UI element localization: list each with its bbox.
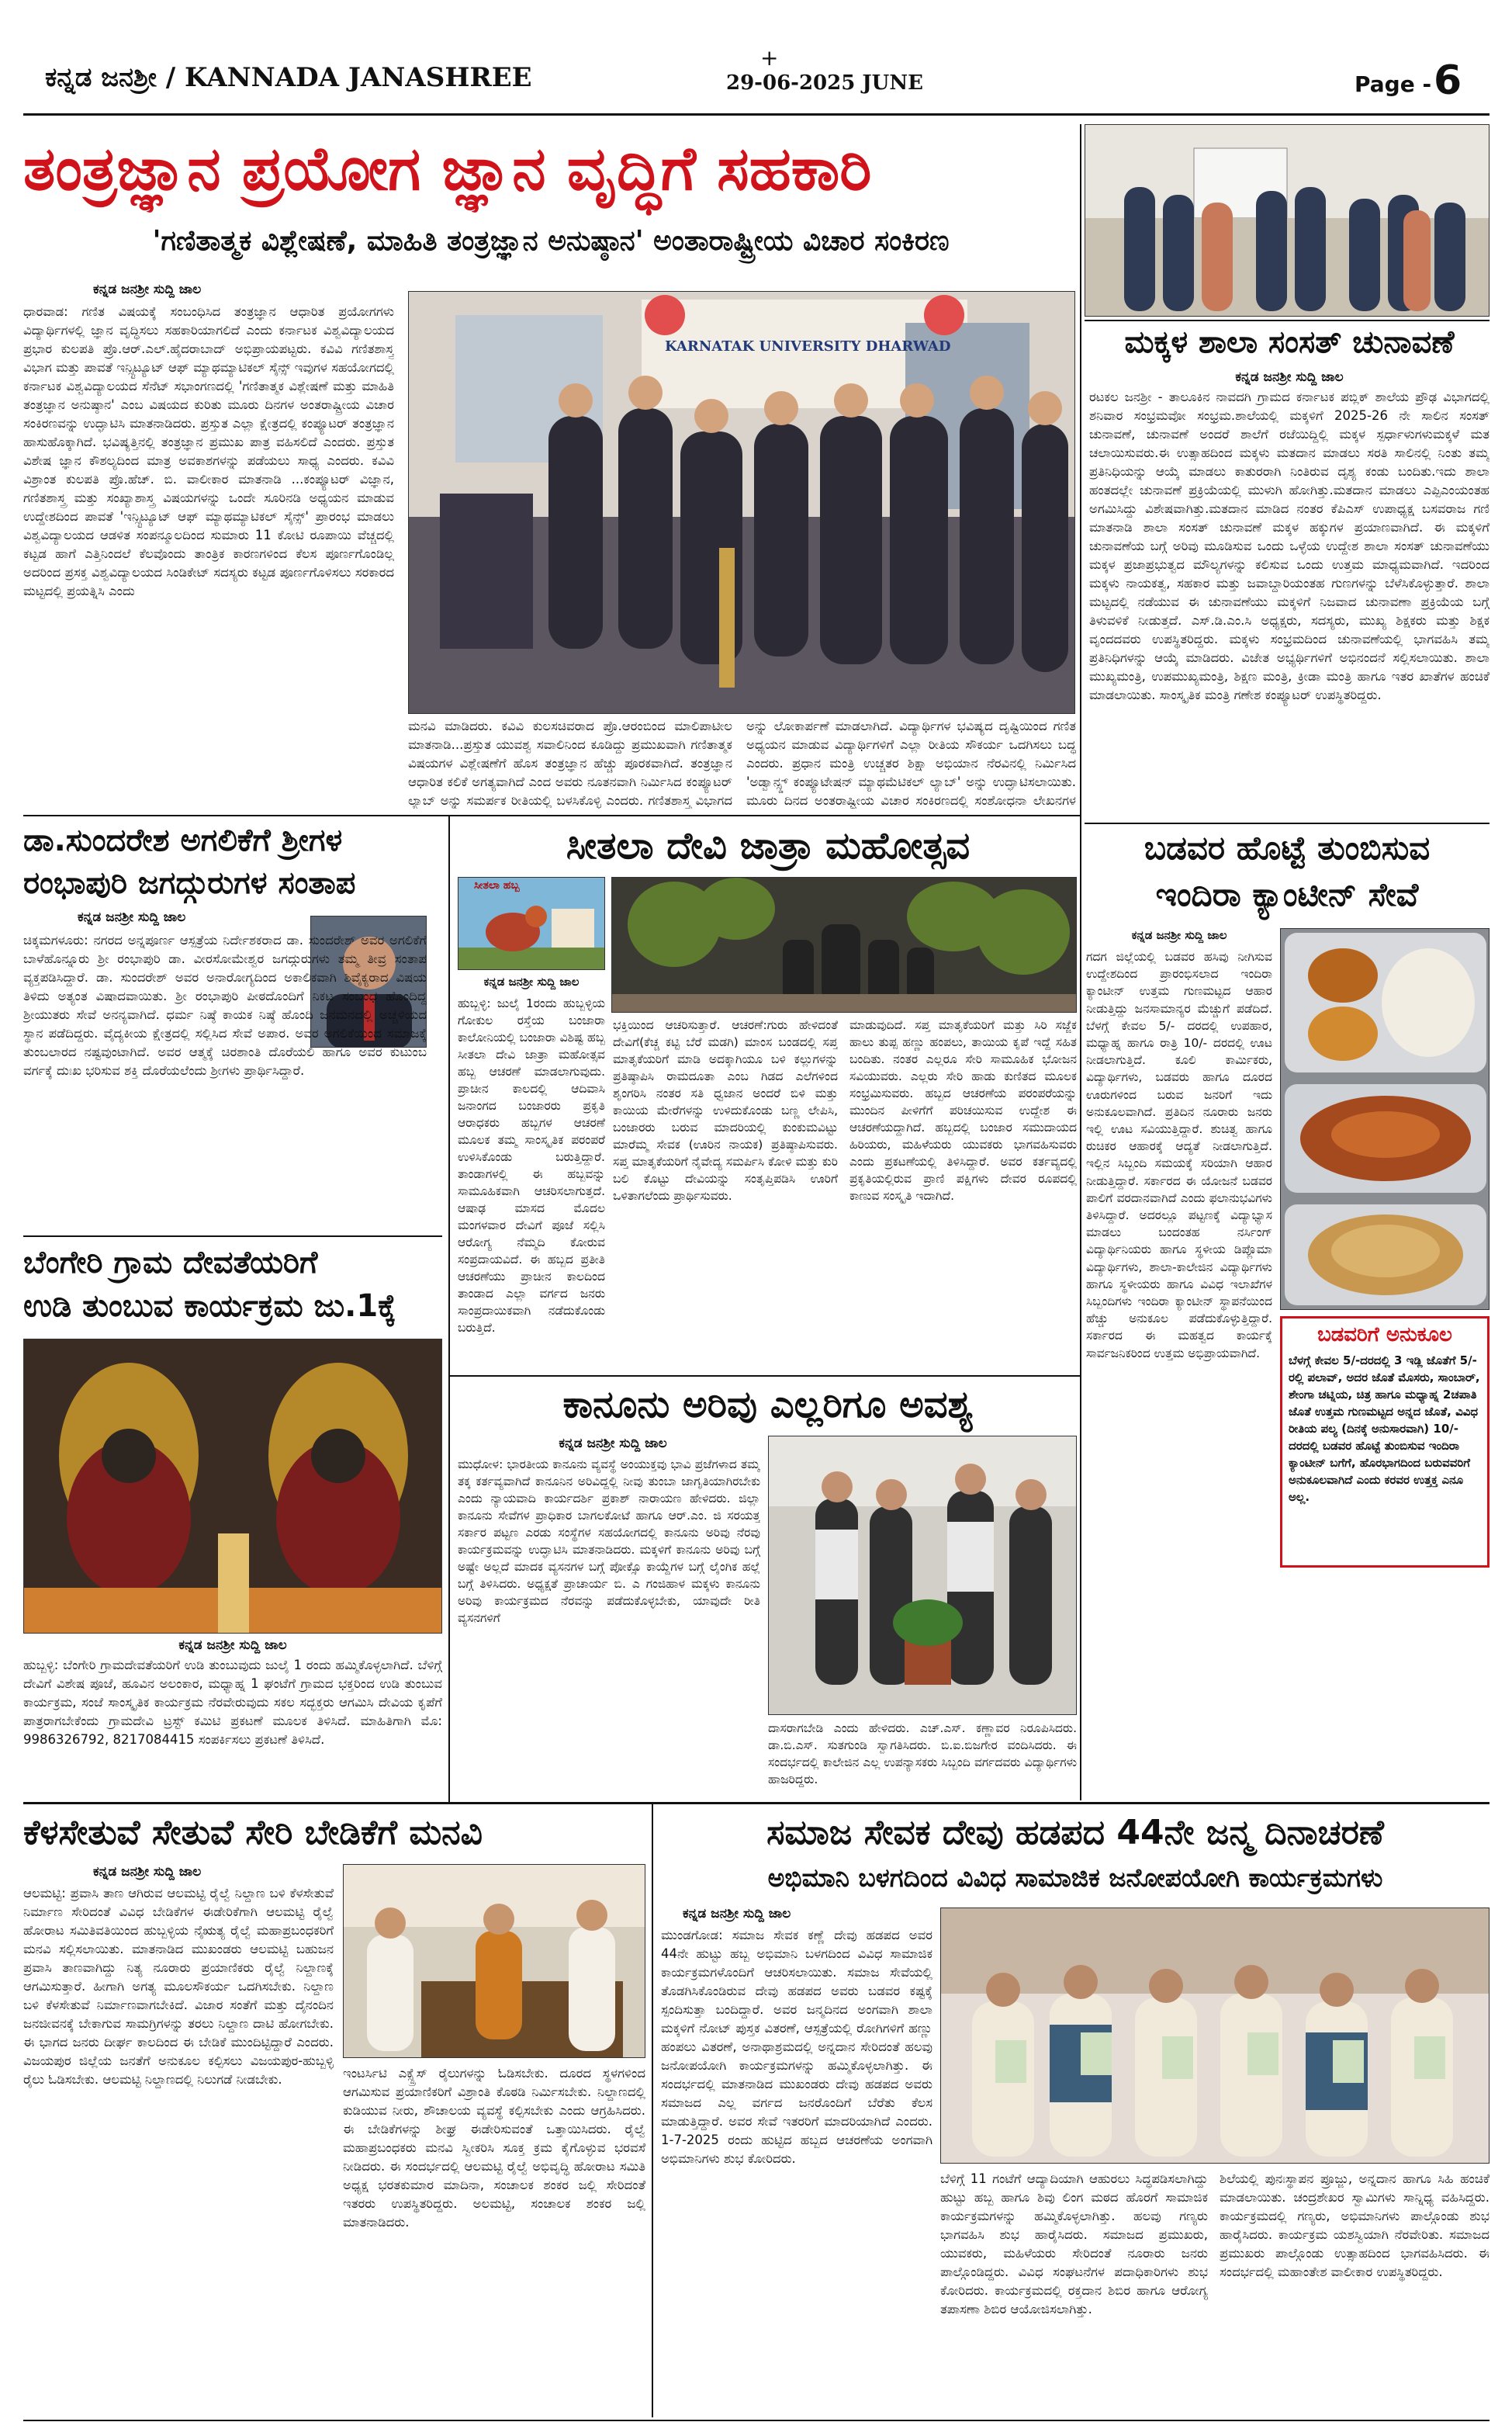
law-awareness-event-image	[769, 1436, 1077, 1715]
goddess-idols-image	[24, 1339, 442, 1634]
story2-headline: ಮಕ್ಕಳ ಶಾಲಾ ಸಂಸತ್ ಚುನಾವಣೆ	[1124, 324, 1455, 360]
story6-col1: ಮುಧೋಳ: ಭಾರತೀಯ ಕಾನೂನು ವ್ಯವಸ್ಥೆ ಅಂಯುಕ್ತವು ಭಾವಿ ಪ್ರಜೆಗಳಾದ ತಮ್ಮ ತಕ್ಕ ಕರ್ತವ್ಯವಾಗಿದೆ ಕಾನೂನಿನ ಅರಿವಿದ್ದಲ್ಲಿ ನೀವು ತುಂಬಾ ಜಾಗೃತಿಯಾಗಿರಬೇಕು ಎಂದು ನ್ಯಾಯವಾದಿ ಕಾರ್ಯದರ್ಶಿ ಪ್ರಕಾಶ್ ನಾರಾಯಣ ಹೇಳಿದರು. ಜಿಲ್ಲಾ ಕಾನೂನು ಸೇವೆಗಳ ಪ್ರಾಧಿಕಾರ ಬಾಗಲಕೋಟೆ ಹಾಗೂ ಆರ್.ಎಂ. ಜಿ ಸರಯತ್ತ ಸರ್ಕಾರ ಪಟ್ಟಣ ಎರಡು ಸಂಸ್ಥೆಗಳ ಸಹಯೋಗದಲ್ಲಿ ಕಾನೂನು ಅರಿವು ನೆರವು ಕಾರ್ಯಕ್ರಮವನ್ನು ಉದ್ಘಾಟಿಸಿ ಮಾತನಾಡಿದರು. ಮಕ್ಕಳಿಗೆ ಕಾನೂನು ಅರಿವು ಬಗ್ಗೆ ಅಷ್ಟೇ ಅಲ್ಲದೆ ಮಾದಕ ವ್ಯಸನಗಳ ಬಗ್ಗೆ ಪೋಕ್ಸೊ ಕಾಯ್ದೆಗಳ ಬಗ್ಗೆ ಲೈಂಗಿಕ ಹಲ್ಲೆ ಬಗ್ಗೆ ತಿಳಿಸಿದರು. ಅಧ್ಯಕ್ಷತೆ ಪ್ರಾಚಾರ್ಯ ಬಿ. ಎ ಗಂಜಿಹಾಳ ಮಕ್ಕಳು ಕಾನೂನು ಅರಿವು ಕಾರ್ಯಕ್ರಮದ ನೆರವನ್ನು ಪಡೆದುಕೊಳ್ಳಬೇಕು, ಯಾವುದೇ ರೀತಿ ವ್ಯಸನಗಳಿಗೆ	[458, 1457, 760, 1625]
story9-subhead: ಅಭಿಮಾನಿ ಬಳಗದಿಂದ ವಿವಿಧ ಸಾಮಾಜಿಕ ಜನೋಪಯೋಗಿ ಕಾರ್ಯಕ್ರಮಗಳು	[767, 1862, 1383, 1893]
story4-headline-line1: ಬೆಂಗೇರಿ ಗ್ರಾಮ ದೇವತೆಯರಿಗೆ	[23, 1245, 318, 1280]
story1-byline: ಕನ್ನಡ ಜನಶ್ರೀ ಸುದ್ದಿ ಜಾಲ	[93, 282, 202, 297]
story6-photo	[768, 1436, 1077, 1715]
story8-headline: ಕೆಳಸೇತುವೆ ಸೇತುವೆ ಸೇರಿ ಬೇಡಿಕೆಗೆ ಮನವಿ	[23, 1813, 483, 1852]
story2-byline: ಕನ್ನಡ ಜನಶ್ರೀ ಸುದ್ದಿ ಜಾಲ	[1235, 369, 1344, 385]
story6-col2: ದಾಸರಾಗಬೇಡಿ ಎಂದು ಹೇಳಿದರು. ಎಚ್.ಎಸ್. ಕಣ್ಣಾವರ ನಿರೂಪಿಸಿದರು. ಡಾ.ಬಿ.ಎಸ್. ಸುತಗುಂಡಿ ಸ್ವಾಗತಿಸಿದರು. ಬಿ.ಐ.ಬಿಜಗೇರ ವಂದಿಸಿದರು. ಈ ಸಂದರ್ಭದಲ್ಲಿ ಕಾಲೇಜಿನ ಎಲ್ಲ ಉಪನ್ಯಾಸಕರು ಸಿಬ್ಬಂದಿ ವರ್ಗದವರು ವಿದ್ಯಾರ್ಥಿಗಳು ಹಾಜರಿದ್ದರು.	[768, 1721, 1077, 1786]
story1-headline: ತಂತ್ರಜ್ಞಾನ ಪ್ರಯೋಗ ಜ್ಞಾನ ವೃದ್ಧಿಗೆ ಸಹಕಾರಿ	[23, 133, 872, 204]
story9-col1: ಮುಂಡಗೋಡ: ಸಮಾಜ ಸೇವಕ ಕಣ್ಣೆ ದೇವು ಹಡಪದ ಅವರ 44ನೇ ಹುಟ್ಟು ಹಬ್ಬ ಅಭಿಮಾನಿ ಬಳಗದಿಂದ ವಿವಿಧ ಸಾಮಾಜಿಕ ಕಾರ್ಯಕ್ರಮಗಳೊಂದಿಗೆ ಆಚರಿಸಲಾಯಿತು. ಸಮಾಜ ಸೇವೆಯಲ್ಲಿ ತೊಡಗಿಸಿಕೊಂಡಿರುವ ದೇವು ಹಡಪದ ಅವರು ಬಡವರ ಕಷ್ಟಕ್ಕೆ ಸ್ಪಂದಿಸುತ್ತಾ ಬಂದಿದ್ದಾರೆ. ಅವರ ಜನ್ಮದಿನದ ಅಂಗವಾಗಿ ಶಾಲಾ ಮಕ್ಕಳಿಗೆ ನೋಟ್ ಪುಸ್ತಕ ವಿತರಣೆ, ಆಸ್ಪತ್ರೆಯಲ್ಲಿ ರೋಗಿಗಳಿಗೆ ಹಣ್ಣು ಹಂಪಲು ವಿತರಣೆ, ಅನಾಥಾಶ್ರಮದಲ್ಲಿ ಅನ್ನದಾನ ಸೇರಿದಂತೆ ಹಲವು ಜನೋಪಯೋಗಿ ಕಾರ್ಯಕ್ರಮಗಳನ್ನು ಹಮ್ಮಿಕೊಳ್ಳಲಾಗಿತ್ತು. ಈ ಸಂದರ್ಭದಲ್ಲಿ ಮಾತನಾಡಿದ ಮುಖಂಡರು ದೇವು ಹಡಪದ ಅವರು ಸಮಾಜದ ಎಲ್ಲ ವರ್ಗದ ಜನರೊಂದಿಗೆ ಬೆರೆತು ಕೆಲಸ ಮಾಡುತ್ತಿದ್ದಾರೆ. ಅವರ ಸೇವೆ ಇತರರಿಗೆ ಮಾದರಿಯಾಗಿದೆ ಎಂದರು. 1-7-2025 ರಂದು ಹುಟ್ಟಿದ ಹಬ್ಬದ ಆಚರಣೆಯ ಅಂಗವಾಗಿ ಅಭಿಮಾನಿಗಳು ಶುಭ ಕೋರಿದರು.	[661, 1928, 932, 2166]
story4-byline: ಕನ್ನಡ ಜನಶ್ರೀ ಸುದ್ದಿ ಜಾಲ	[178, 1637, 287, 1653]
story1-col1: ಧಾರವಾಡ: ಗಣಿತ ವಿಷಯಕ್ಕೆ ಸಂಬಂಧಿಸಿದ ತಂತ್ರಜ್ಞಾನ ಆಧಾರಿತ ಪ್ರಯೋಗಗಳು ವಿದ್ಯಾರ್ಥಿಗಳಲ್ಲಿ ಜ್ಞಾನ ವೃದ್ಧಿಸಲು ಸಹಕಾರಿಯಾಗಲಿದೆ ಎಂದು ಕರ್ನಾಟಕ ವಿಶ್ವವಿದ್ಯಾಲಯದ ಪ್ರಭಾರ ಕುಲಪತಿ ಪ್ರೊ.ಆರ್.ಎಲ್.ಹೈದರಾಬಾದ್ ಅಭಿಪ್ರಾಯಪಟ್ಟರು. ಕವಿವಿ ಗಣಿತಶಾಸ್ತ್ರ ವಿಭಾಗ ಮತ್ತು ಪಾವತೆ ಇನ್ಸ್ಟಿಟ್ಯೂಟ್ ಆಫ್ ಮ್ಯಾಥಮ್ಯಾಟಿಕಲ್ ಸೈನ್ಸ್ ಇವುಗಳ ಸಹಯೋಗದಲ್ಲಿ ಕರ್ನಾಟಕ ವಿಶ್ವವಿದ್ಯಾಲಯದ ಸೆನೆಟ್ ಸಭಾಂಗಣದಲ್ಲಿ 'ಗಣಿತಾತ್ಮಕ ವಿಶ್ಲೇಷಣೆ ಮತ್ತು ಮಾಹಿತಿ ತಂತ್ರಜ್ಞಾನ ಅನುಷ್ಠಾನ' ಎಂಬ ವಿಷಯದ ಕುರಿತು ಮೂರು ದಿನಗಳ ಅಂತರಾಷ್ಟ್ರೀಯ ವಿಚಾರ ಸಂಕಿರಣವನ್ನು ಉದ್ಘಾಟಿಸಿ ಮಾತನಾಡಿದರು. ಪ್ರಸ್ತುತ ಎಲ್ಲಾ ಕ್ಷೇತ್ರದಲ್ಲಿ ಕಂಪ್ಯೂಟರ್ ತಂತ್ರಜ್ಞಾನ ಹಾಸುಹೊಕ್ಕಾಗಿದೆ. ಭವಿಷ್ಯತ್ತಿನಲ್ಲಿ ತಂತ್ರಜ್ಞಾನ ಪ್ರಮುಖ ಪಾತ್ರ ವಹಿಸಲಿದೆ ಎಂದರು. ಪ್ರಸ್ತುತ ವಿಶೇಷ ಜ್ಞಾನ ಕೌಶಲ್ಯದಿಂದ ಮಾತ್ರ ಅವಕಾಶಗಳನ್ನು ಪಡೆಯಲು ಸಾಧ್ಯ ಎಂದರು. ಕವಿವಿ ವಿಶ್ರಾಂತ ಕುಲಪತಿ ಪ್ರೊ.ಹೆಚ್. ಬಿ. ವಾಲೀಕಾರ ಮಾತನಾಡಿ ...ಕಂಪ್ಯೂಟರ್ ವಿಜ್ಞಾನ, ಗಣಿತಶಾಸ್ತ್ರ ಮತ್ತು ಸಂಖ್ಯಾಶಾಸ್ತ್ರ ವಿಷಯಗಳನ್ನು ಒಂದೇ ಸೂರಿನಡಿ ಅಧ್ಯಯನ ಮಾಡುವ ಉದ್ದೇಶದಿಂದ ಪಾವತೆ 'ಇನ್ಸ್ಟಿಟ್ಯೂಟ್ ಆಫ್ ಮ್ಯಾಥಮ್ಯಾಟಿಕಲ್ ಸೈನ್ಸ್' ಪ್ರಾರಂಭ ಮಾಡಲು ವಿಶ್ವವಿದ್ಯಾಲಯದ ಆಡಳಿತ ಸಂಪನ್ಮೂಲದಿಂದ ಸುಮಾರು 11 ಕೋಟಿ ರೂಪಾಯಿ ವೆಚ್ಚದಲ್ಲಿ ಕಟ್ಟಡ ಹಾಗೆ ಎತ್ತಿನಿಂದಲೆ ಕೆಲವೊಂದು ತಾಂತ್ರಿಕ ಕಾರಣಗಳಿಂದ ಕೆಲಸ ಪೂರ್ಣಗೊಂಡಿಲ್ಲ ಅದರಿಂದ ಪ್ರಸಕ್ತ ವಿಶ್ವವಿದ್ಯಾಲಯದ ಸಿಂಡಿಕೇಟ್ ಸದಸ್ಯರು ಕಟ್ಟಡ ಪೂರ್ಣಗೊಳಿಸಲು ಸರಕಾರದ ಮಟ್ಟದಲ್ಲಿ ಪ್ರಯತ್ನಿಸಿ ಎಂದು	[23, 304, 394, 598]
story8-col1: ಆಲಮಟ್ಟಿ: ಪ್ರವಾಸಿ ತಾಣ ಆಗಿರುವ ಆಲಮಟ್ಟಿ ರೈಲ್ವೆ ನಿಲ್ದಾಣ ಬಳಿ ಕೆಳಸೇತುವೆ ನಿರ್ಮಾಣ ಸೇರಿದಂತೆ ವಿವಿಧ ಬೇಡಿಕೆಗಳ ಈಡೇರಿಕೆಗಾಗಿ ಆಲಮಟ್ಟಿ ರೈಲ್ವೆ ಹೋರಾಟ ಸಮಿತಿವತಿಯಿಂದ ಹುಬ್ಬಳ್ಳಿಯ ನೈಋತ್ಯ ರೈಲ್ವೆ ಮಹಾಪ್ರಬಂಧಕರಿಗೆ ಮನವಿ ಸಲ್ಲಿಸಲಾಯಿತು. ಮಾತನಾಡಿದ ಮುಖಂಡರು ಆಲಮಟ್ಟಿ ಬಹುಜನ ಪ್ರವಾಸಿ ತಾಣವಾಗಿದ್ದು ನಿತ್ಯ ನೂರಾರು ಪ್ರಯಾಣಿಕರು ರೈಲ್ವೆ ನಿಲ್ದಾಣಕ್ಕೆ ಆಗಮಿಸುತ್ತಾರೆ. ಹೀಗಾಗಿ ಅಗತ್ಯ ಮೂಲಸೌಕರ್ಯ ಒದಗಿಸಬೇಕು. ನಿಲ್ದಾಣ ಬಳಿ ಕೆಳಸೇತುವೆ ನಿರ್ಮಾಣವಾಗಬೇಕಿದೆ. ವಿಜಾರ ಸಂತೆಗೆ ಮತ್ತು ದೈನಂದಿನ ಜನಜೀವನಕ್ಕೆ ಬೇಕಾಗುವ ಸಾಮಗ್ರಿಗಳನ್ನು ತರಲು ನಿಲ್ದಾಣ ದಾಟಿ ಹೋಗಬೇಕು. ಈ ಭಾಗದ ಜನರು ದೀರ್ಘ ಕಾಲದಿಂದ ಈ ಬೇಡಿಕೆ ಮುಂದಿಟ್ಟಿದ್ದಾರೆ ಎಂದರು. ವಿಜಯಪುರ ಜಿಲ್ಲೆಯ ಜನತೆಗೆ ಅನುಕೂಲ ಕಲ್ಪಿಸಲು ವಿಜಯಪುರ-ಹುಬ್ಬಳ್ಳಿ ರೈಲು ಓಡಿಸಬೇಕು. ಆಲಮಟ್ಟಿ ನಿಲ್ದಾಣದಲ್ಲಿ ನಿಲುಗಡೆ ನೀಡಬೇಕು.	[23, 1886, 334, 2087]
story4-body: ಹುಬ್ಬಳ್ಳಿ: ಬೆಂಗೇರಿ ಗ್ರಾಮದೇವತೆಯರಿಗೆ ಉಡಿ ತುಂಬುವುದು ಜುಲೈ 1 ರಂದು ಹಮ್ಮಿಕೊಳ್ಳಲಾಗಿದೆ. ಬೆಳಿಗ್ಗೆ ದೇವಿಗೆ ವಿಶೇಷ ಪೂಜೆ, ಹೂವಿನ ಅಲಂಕಾರ, ಮಧ್ಯಾಹ್ನ 1 ಘಂಟೆಗೆ ಗ್ರಾಮದ ಭಕ್ತರಿಂದ ಉಡಿ ತುಂಬುವ ಕಾರ್ಯಕ್ರಮ, ಸಂಜೆ ಸಾಂಸ್ಕೃತಿಕ ಕಾರ್ಯಕ್ರಮ ನೆರವೇರುವುದು ಸಕಲ ಸದ್ಭಕ್ತರು ಆಗಮಿಸಿ ದೇವಿಯ ಕೃಪೆಗೆ ಪಾತ್ರರಾಗಬೇಕೆಂದು ಗ್ರಾಮದೇವಿ ಟ್ರಸ್ಟ್ ಕಮಿಟಿ ಪ್ರಕಟಣೆ ಮೂಲಕ ತಿಳಿಸಿದೆ. ಮಾಹಿತಿಗಾಗಿ ಮೊ: 9986326792, 8217084415 ಸಂಪರ್ಕಿಸಲು ಪ್ರಕಟಣೆ ತಿಳಿಸಿದೆ.	[23, 1658, 442, 1747]
story5-byline: ಕನ್ನಡ ಜನಶ್ರೀ ಸುದ್ದಿ ಜಾಲ	[483, 975, 580, 989]
story5-main-photo	[611, 877, 1077, 1013]
story2-photo	[1085, 124, 1490, 317]
story1-banner: KARNATAK UNIVERSITY DHARWAD	[665, 338, 951, 355]
row-divider-2	[23, 1802, 1490, 1804]
story3-body: ಚಿಕ್ಕಮಗಳೂರು: ನಗರದ ಅನ್ನಪೂರ್ಣ ಆಸ್ಪತ್ರೆಯ ನಿರ್ದೇಶಕರಾದ ಡಾ. ಸುಂದರೇಶ್ ಅವರ ಅಗಲಿಕೆಗೆ ಬಾಳೆಹೊನ್ನೂರು ಶ್ರೀ ರಂಭಾಪುರಿ ಡಾ. ವೀರಸೋಮೇಶ್ವರ ಜಗದ್ಗುರುಗಳು ತಮ್ಮ ತೀವ್ರ ಸಂತಾಪ ವ್ಯಕ್ತಪಡಿಸಿದ್ದಾರೆ. ಡಾ. ಸುಂದರೇಶ್ ಅವರ ಅನಾರೋಗ್ಯದಿಂದ ಅಕಾಲಿಕವಾಗಿ ಶಿವೈಕ್ಯರಾದ ವಿಷಯ ತಿಳಿದು ಅತ್ಯಂತ ವಿಷಾದವಾಯಿತು. ಶ್ರೀ ರಂಭಾಪುರಿ ಪೀಠದೊಂದಿಗೆ ನಿಕಟ ಸಂಬಂಧ ಹೊಂದಿದ್ದ ಶ್ರೀಯುತರು ಸೇವೆ ಅನನ್ಯವಾಗಿದೆ. ಧರ್ಮ ನಿಷ್ಠೆ ಕಾಯಕ ನಿಷ್ಠೆ ಹೊಂದಿ ಜನಮನದಲ್ಲಿ ಅಚ್ಚಳಿಯದ ಸ್ಥಾನ ಪಡೆದಿದ್ದರು. ವೈದ್ಯಕೀಯ ಕ್ಷೇತ್ರದಲ್ಲಿ ಸಲ್ಲಿಸಿದ ಸೇವೆ ಅಪಾರ. ಅವರ ಅಗಲಿಕೆಯಿಂದ ಸಮಾಜಕ್ಕೆ ತುಂಬಲಾರದ ನಷ್ಟವುಂಟಾಗಿದೆ. ಅವರ ಆತ್ಮಕ್ಕೆ ಚಿರಶಾಂತಿ ದೊರೆಯಲಿ ಹಾಗೂ ಅವರ ಕುಟುಂಬ ವರ್ಗಕ್ಕೆ ದುಃಖ ಭರಿಸುವ ಶಕ್ತಿ ದೊರೆಯಲೆಂದು ಶ್ರೀಗಳು ಪ್ರಾರ್ಥಿಸಿದ್ದಾರೆ.	[23, 933, 427, 1078]
story5-col1: ಹುಬ್ಬಳ್ಳಿ: ಜುಲೈ 1ರಂದು ಹುಬ್ಬಳ್ಳಿಯ ಗೋಕುಲ ರಸ್ತೆಯ ಬಂಜಾರಾ ಕಾಲೋನಿಯಲ್ಲಿ ಬಂಜಾರಾ ವಿಶಿಷ್ಟ ಹಬ್ಬ ಸೀತಲಾ ದೇವಿ ಜಾತ್ರಾ ಮಹೋತ್ಸವ ಹಬ್ಬ ಆಚರಣೆ ಮಾಡಲಾಗುವುದು. ಪ್ರಾಚೀನ ಕಾಲದಲ್ಲಿ ಆದಿವಾಸಿ ಜನಾಂಗದ ಬಂಜಾರರು ಪ್ರಕೃತಿ ಆರಾಧಕರು ಹಬ್ಬಗಳ ಆಚರಣೆ ಮೂಲಕ ತಮ್ಮ ಸಾಂಸ್ಕೃತಿಕ ಪರಂಪರೆ ಉಳಿಸಿಕೊಂಡು ಬರುತ್ತಿದ್ದಾರೆ. ತಾಂಡಾಗಳಲ್ಲಿ ಈ ಹಬ್ಬವನ್ನು ಸಾಮೂಹಿಕವಾಗಿ ಆಚರಿಸಲಾಗುತ್ತದೆ. ಆಷಾಢ ಮಾಸದ ಮೊದಲ ಮಂಗಳವಾರ ದೇವಿಗೆ ಪೂಜೆ ಸಲ್ಲಿಸಿ ಆರೋಗ್ಯ ನೆಮ್ಮದಿ ಕೋರುವ ಸಂಪ್ರದಾಯವಿದೆ. ಈ ಹಬ್ಬದ ಪ್ರತೀತಿ ಆಚರಣೆಯು ಪ್ರಾಚೀನ ಕಾಲದಿಂದ ತಾಂಡಾದ ಎಲ್ಲಾ ವರ್ಗದ ಜನರು ಸಾಂಪ್ರದಾಯಿಕವಾಗಿ ನಡೆದುಕೊಂಡು ಬರುತ್ತಿದೆ.	[458, 996, 605, 1335]
story3-headline-line1: ಡಾ.ಸುಂದರೇಶ ಅಗಲಿಕೆಗೆ ಶ್ರೀಗಳ	[23, 823, 343, 858]
story9-col2: ಬೆಳಿಗ್ಗೆ 11 ಗಂಟೆಗೆ ಆದ್ಯಾದಿಯಾಗಿ ಆಹುರಲು ಸಿದ್ಧಪಡಿಸಲಾಗಿದ್ದು ಹುಟ್ಟು ಹಬ್ಬ ಹಾಗೂ ಶಿವು ಲಿಂಗ ಮಠದ ಹೊರಗೆ ಸಾಮಾಜಿಕ ಕಾರ್ಯಕ್ರಮಗಳನ್ನು ಹಮ್ಮಿಕೊಳ್ಳಲಾಗಿತ್ತು. ಹಲವು ಗಣ್ಯರು ಭಾಗವಹಿಸಿ ಶುಭ ಹಾರೈಸಿದರು. ಸಮಾಜದ ಪ್ರಮುಖರು, ಯುವಕರು, ಮಹಿಳೆಯರು ಸೇರಿದಂತೆ ನೂರಾರು ಜನರು ಪಾಲ್ಗೊಂಡಿದ್ದರು. ವಿವಿಧ ಸಂಘಟನೆಗಳ ಪದಾಧಿಕಾರಿಗಳು ಶುಭ ಕೋರಿದರು. ಕಾರ್ಯಕ್ರಮದಲ್ಲಿ ರಕ್ತದಾನ ಶಿಬಿರ ಹಾಗೂ ಆರೋಗ್ಯ ತಪಾಸಣಾ ಶಿಬಿರ ಆಯೋಜಿಸಲಾಗಿತ್ತು.	[940, 2171, 1208, 2316]
column-divider-bottom	[652, 1804, 653, 2417]
story5-bottom-rule	[450, 1375, 1080, 1377]
row-divider-1	[23, 815, 1080, 816]
story6-byline: ಕನ್ನಡ ಜನಶ್ರೀ ಸುದ್ದಿ ಜಾಲ	[559, 1436, 667, 1451]
story5-headline: ಸೀತಲಾ ದೇವಿ ಜಾತ್ರಾ ಮಹೋತ್ಸವ	[566, 824, 971, 868]
story8-byline: ಕನ್ನಡ ಜನಶ್ರೀ ಸುದ್ದಿ ಜಾಲ	[93, 1864, 202, 1880]
story7-top-rule	[1085, 823, 1490, 824]
story2-body: ರಟಕಲ ಜನಶ್ರೀ - ತಾಲೂಕಿನ ನಾವದಗಿ ಗ್ರಾಮದ ಕರ್ನಾಟಕ ಪಬ್ಲಿಕ್ ಶಾಲೆಯ ಪ್ರೌಢ ವಿಭಾಗದಲ್ಲಿ ಶನಿವಾರ ಸಂಭ್ರಮವೋ ಸಂಭ್ರಮ.ಶಾಲೆಯಲ್ಲಿ ಮಕ್ಕಳಿಗೆ 2025-26 ನೇ ಸಾಲಿನ ಸಂಸತ್ ಚುನಾವಣೆ, ಚುನಾವಣೆ ಅಂದರೆ ಶಾಲೆಗೆ ರಜೆಯಿದ್ದಿಲ್ಲಿ ಮಕ್ಕಳ ಸ್ಪರ್ಧಾಳುಗಳುಮಕ್ಕಳೆ ಮತ ಚಲಾಯಿಸುವರು.ಈ ಉತ್ಸಾಹದಿಂದ ಮಕ್ಕಳು ಮತದಾನ ಮಾಡಲು ಸರತಿ ಸಾಲಿನಲ್ಲಿ ನಿಂತು ತಮ್ಮ ಪ್ರತಿನಿಧಿಯನ್ನು ಆಯ್ಕೆ ಮಾಡಲು ಕಾತುರರಾಗಿ ನಿಂತಿರುವ ದೃಶ್ಯ ಕಂಡು ಬಂದಿತು.ಇದು ಶಾಲಾ ಹಂತದಲ್ಲೇ ಚುನಾವಣೆ ಪ್ರಕ್ರಿಯೆಯಲ್ಲಿ ಮುಳುಗಿ ಹೋಗಿತ್ತು.ಮತದಾನ ಮಾಡಲು ಎಪ್ಪಿಎಂಯಂತಹ ಅಗಮಿಸಿದ್ದು ವಿಶೇಷವಾಗಿತ್ತು.ಮತದಾನ ಮಾಡಿದ ನಂತರ ಕೆಪಿಎಸ್ ಉಪಾಧ್ಯಕ್ಷ ಬಸವರಾಜ ಗಣಿ ಮಾತನಾಡಿ ಶಾಲಾ ಸಂಸತ್ ಚುನಾವಣೆ ಮಕ್ಕಳ ಹಕ್ಕುಗಳ ಪ್ರಯಾಣವಾಗಿದೆ. ಈ ಮಕ್ಕಳಿಗೆ ಚುನಾವಣೆಯ ಬಗ್ಗೆ ಅರಿವು ಮೂಡಿಸುವ ಒಂದು ಒಳ್ಳೆಯ ಉದ್ದೇಶ ಶಾಲಾ ಸಂಸತ್ ಚುನಾವಣೆಯು ಮಕ್ಕಳ ಪ್ರಜಾಪ್ರಭುತ್ವದ ಮೌಲ್ಯಗಳನ್ನು ಕಲಿಸುವ ಒಂದು ಉತ್ತಮ ಮಾಧ್ಯಮವಾಗಿದೆ. ಇದರಿಂದ ಮಕ್ಕಳು ನಾಯಕತ್ವ, ಸಹಕಾರ ಮತ್ತು ಜವಾಬ್ದಾರಿಯಂತಹ ಗುಣಗಳನ್ನು ಬೆಳೆಸಿಕೊಳ್ಳುತ್ತಾರೆ. ಶಾಲಾ ಮಟ್ಟದಲ್ಲಿ ನಡೆಯುವ ಈ ಚುನಾವಣೆಯು ಮಕ್ಕಳಿಗೆ ನಿಜವಾದ ಚುನಾವಣಾ ಪ್ರಕ್ರಿಯೆಯ ಬಗ್ಗೆ ತಿಳುವಳಿಕೆ ನೀಡುತ್ತದೆ. ಎಸ್.ಡಿ.ಎಂ.ಸಿ ಅಧ್ಯಕ್ಷರು, ಸದಸ್ಯರು, ಮುಖ್ಯ ಶಿಕ್ಷಕರು ಮತ್ತು ಶಿಕ್ಷಕ ವೃಂದದವರು ಉಪಸ್ಥಿತರಿದ್ದರು. ಮಕ್ಕಳು ಸಂಭ್ರಮದಿಂದ ಚುನಾವಣೆಯಲ್ಲಿ ಭಾಗವಹಿಸಿ ತಮ್ಮ ಪ್ರತಿನಿಧಿಗಳನ್ನು ಆಯ್ಕೆ ಮಾಡಿದರು. ವಿಜೇತ ಅಭ್ಯರ್ಥಿಗಳಿಗೆ ಅಭಿನಂದನೆ ಸಲ್ಲಿಸಲಾಯಿತು. ಶಾಲಾ ಮುಖ್ಯಮಂತ್ರಿ, ಉಪಮುಖ್ಯಮಂತ್ರಿ, ಶಿಕ್ಷಣ ಮಂತ್ರಿ, ಕ್ರೀಡಾ ಮಂತ್ರಿ ಹಾಗೂ ಇತರ ಖಾತೆಗಳ ಹಂಚಿಕೆ ಮಾಡಲಾಯಿತು. ಸಾಂಸ್ಕೃತಿಕ ಮಂತ್ರಿ ಗಣೇಶ ಕಂಪ್ಯೂಟರ್ ಉಪಸ್ಥಿತರಿದ್ದರು.	[1089, 390, 1490, 702]
story6-headline: ಕಾನೂನು ಅರಿವು ಎಲ್ಲರಿಗೂ ಅವಶ್ಯ	[562, 1383, 974, 1426]
masthead-divider	[23, 113, 1490, 116]
shrine-plants-image	[612, 878, 1077, 1013]
story9-photo	[940, 1908, 1490, 2164]
story2-top-rule	[1085, 320, 1490, 321]
story3-byline: ಕನ್ನಡ ಜನಶ್ರೀ ಸುದ್ದಿ ಜಾಲ	[78, 910, 186, 925]
story9-col3: ಶಿಲೆಯಲ್ಲಿ ಪುನಃಸ್ಥಾಪನ ಪ್ರೂಜ್ಜು, ಅನ್ನದಾನ ಹಾಗೂ ಸಿಹಿ ಹಂಚಿಕೆ ಮಾಡಲಾಯಿತು. ಚಂದ್ರಶೇಖರ ಸ್ವಾಮಿಗಳು ಸಾನ್ನಿಧ್ಯ ವಹಿಸಿದ್ದರು. ಕಾರ್ಯಕ್ರಮದಲ್ಲಿ ಗಣ್ಯರು, ಅಭಿಮಾನಿಗಳು ಪಾಲ್ಗೊಂಡು ಶುಭ ಹಾರೈಸಿದರು. ಕಾರ್ಯಕ್ರಮ ಯಶಸ್ವಿಯಾಗಿ ನೆರವೇರಿತು. ಸಮಾಜದ ಪ್ರಮುಖರು ಪಾಲ್ಗೊಂಡು ಉತ್ಸಾಹದಿಂದ ಭಾಗವಹಿಸಿದರು. ಈ ಸಂದರ್ಭದಲ್ಲಿ ಮಹಾಂತೇಶ ವಾಲೀಕಾರ ಉಪಸ್ಥಿತರಿದ್ದರು.	[1220, 2171, 1490, 2279]
story8-photo	[343, 1864, 645, 2058]
story8-col2: ಇಂಟರ್ಸಿಟಿ ಎಕ್ಸ್ಪ್ರೆಸ್ ರೈಲುಗಳನ್ನು ಓಡಿಸಬೇಕು. ದೂರದ ಸ್ಥಳಗಳಿಂದ ಆಗಮಿಸುವ ಪ್ರಯಾಣಿಕರಿಗೆ ವಿಶ್ರಾಂತಿ ಕೊಠಡಿ ನಿರ್ಮಿಸಬೇಕು. ನಿಲ್ದಾಣದಲ್ಲಿ ಕುಡಿಯುವ ನೀರು, ಶೌಚಾಲಯ ವ್ಯವಸ್ಥೆ ಕಲ್ಪಿಸಬೇಕು ಎಂದು ಆಗ್ರಹಿಸಿದರು. ಈ ಬೇಡಿಕೆಗಳನ್ನು ಶೀಘ್ರ ಈಡೇರಿಸುವಂತೆ ಒತ್ತಾಯಿಸಿದರು. ರೈಲ್ವೆ ಮಹಾಪ್ರಬಂಧಕರು ಮನವಿ ಸ್ವೀಕರಿಸಿ ಸೂಕ್ತ ಕ್ರಮ ಕೈಗೊಳ್ಳುವ ಭರವಸೆ ನೀಡಿದರು. ಈ ಸಂದರ್ಭದಲ್ಲಿ ಆಲಮಟ್ಟಿ ರೈಲ್ವೆ ಅಭಿವೃದ್ಧಿ ಹೋರಾಟ ಸಮಿತಿ ಅಧ್ಯಕ್ಷ ಭರತಕುಮಾರ ಮಾದಿನಾ, ಸಂಚಾಲಕ ಶಂಕರ ಜಲ್ಲಿ ಸೇರಿದಂತೆ ಇತರರು ಉಪಸ್ಥಿತರಿದ್ದರು. ಅಲಮಟ್ಟಿ, ಸಂಚಾಲಕ ಶಂಕರ ಜಲ್ಲಿ ಮಾತನಾಡಿದರು.	[343, 2066, 645, 2230]
column-divider-right	[1080, 124, 1081, 1800]
story9-headline: ಸಮಾಜ ಸೇವಕ ದೇವು ಹಡಪದ 44ನೇ ಜನ್ಮ ದಿನಾಚರಣೆ	[766, 1813, 1384, 1852]
page-label: Page -	[1355, 71, 1432, 97]
crosshair-mark: +	[760, 45, 779, 71]
story7-callout-body: ಬೆಳಗ್ಗೆ ಕೇವಲ 5/-ದರದಲ್ಲಿ 3 ಇಡ್ಲಿ ಜೊತೆಗೆ 5/-ರಲ್ಲಿ ಪಲಾವ್, ಅದರ ಜೊತೆ ಮೊಸರು, ಸಾಂಬಾರ್, ಶೇಂಗಾ ಚಟ್ನಿಯ, ಚಿತ್ರ ಹಾಗೂ ಮಧ್ಯಾಹ್ನ 2ಚಪಾತಿ ಜೊತೆ ಉತ್ತಮ ಗುಣಮಟ್ಟದ ಅನ್ನದ ಜೊತೆ, ವಿವಿಧ ರೀತಿಯ ಪಲ್ಯ (ದಿನಕ್ಕೆ ಅನುಸಾರವಾಗಿ) 10/-ದರದಲ್ಲಿ ಬಡವರ ಹೊಟ್ಟೆ ತುಂಬಿಸುವ ಇಂದಿರಾ ಕ್ಯಾಂಟೀನ್ ಬಗೆಗೆ, ಹೊರಭಾಗದಿಂದ ಬರುವವರಿಗೆ ಅನುಕೂಲವಾಗಿದೆ ಎಂದು ಕರವರ ಉತ್ತಕ್ತ ಎನೂ ಅಲ್ಲ.	[1289, 1353, 1480, 1504]
story1-photo	[408, 291, 1075, 714]
story1-col3: ಅನ್ನು ಲೋಕಾರ್ಪಣೆ ಮಾಡಲಾಗಿದೆ. ವಿದ್ಯಾರ್ಥಿಗಳ ಭವಿಷ್ಯದ ದೃಷ್ಟಿಯಿಂದ ಗಣಿತ ಅಧ್ಯಯನ ಮಾಡುವ ವಿದ್ಯಾರ್ಥಿಗಳಿಗೆ ಎಲ್ಲಾ ರೀತಿಯ ಸೌಕರ್ಯ ಒದಗಿಸಲು ಬದ್ಧ ಎಂದರು. ಪ್ರಧಾನ ಮಂತ್ರಿ ಉಚ್ಚತರ ಶಿಕ್ಷಾ ಅಭಿಯಾನ ನೆರವಿನಲ್ಲಿ ನಿರ್ಮಿಸಿದ 'ಅಡ್ವಾನ್ಸ್ಡ್ ಕಂಪ್ಯೂಟೇಷನ್ ಮ್ಯಾಥಮೆಟಿಕಲ್ ಲ್ಯಾಬ್' ಅನ್ನು ಉದ್ಘಾಟಿಸಲಾಯಿತು. ಮೂರು ದಿನದ ಅಂತರಾಷ್ಟ್ರೀಯ ವಿಚಾರ ಸಂಕಿರಣದಲ್ಲಿ ಸಂಶೋಧನಾ ಲೇಖನಗಳ	[746, 719, 1076, 808]
food-plates-image	[1281, 929, 1490, 1310]
story7-headline-line2: ಇಂದಿರಾ ಕ್ಯಾಂಟೀನ್ ಸೇವೆ	[1155, 875, 1419, 913]
story7-callout-title: ಬಡವರಿಗೆ ಅನುಕೂಲ	[1317, 1323, 1452, 1346]
memorandum-submission-image	[344, 1865, 645, 2058]
story3-bottom-rule	[23, 1235, 442, 1237]
story5-col2: ಭಕ್ತಿಯಿಂದ ಆಚರಿಸುತ್ತಾರೆ. ಆಚರಣೆ:ಗುರು ಹೇಳಿದಂತೆ ದೇವಿಗೆ(ಕೆಚ್ಚ ಕಟ್ಟಿ ಬೆರೆ ಮಡಗಿ) ಮಾಂಸ ಬಂಡದಲ್ಲಿ ಸಪ್ತ ಮಾತೃಕೆಯರಿಗೆ ಮಾಡಿ ಅದಕ್ಕಾಗಿಯೂ ಬಳಿ ಕಲ್ಲುಗಳನ್ನು ಪ್ರತಿಷ್ಠಾಪಿಸಿ ರಾಮದೂತಾ ಎಂಬ ಗಿಡದ ಎಲೆಗಳಿಂದ ಶೃಂಗರಿಸಿ ನಂತರ ಸತಿ ಧ್ವಜಾನ ಅಂದರೆ ಬಿಳಿ ಮತ್ತು ಕಾಯಿಯ ಮೇರೆಗಳನ್ನು ಉಳಿದುಕೊಂಡು ಬಣ್ಣ ಲೇಪಿಸಿ, ಬಂಜಾರರು ಬರುವ ಮಾದರಿಯಲ್ಲಿ ಕುಂಕುಮವಿಟ್ಟು ಮಾರೆಮ್ಮ ಸೇವಕ (ಊರಿನ ನಾಯಕ) ಪ್ರತಿಷ್ಠಾಪಿಸುವರು. ಸಪ್ತ ಮಾತೃಕೆಯರಿಗೆ ನೈವೇದ್ಯ ಸಮರ್ಪಿಸಿ ಕೋಳಿ ಮತ್ತು ಕುರಿ ಬಲಿ ಕೊಟ್ಟು ದೇವಿಯನ್ನು ಸಂತೃಪ್ತಿಪಡಿಸಿ ಊರಿಗೆ ಒಳಿತಾಗಲೆಂದು ಪ್ರಾರ್ಥಿಸುವರು.	[613, 1018, 838, 1203]
story1-subhead: 'ಗಣಿತಾತ್ಮಕ ವಿಶ್ಲೇಷಣೆ, ಮಾಹಿತಿ ತಂತ್ರಜ್ಞಾನ ಅನುಷ್ಠಾನ' ಅಂತಾರಾಷ್ಟ್ರೀಯ ವಿಚಾರ ಸಂಕಿರಣ	[152, 225, 950, 257]
story7-byline: ಕನ್ನಡ ಜನಶ್ರೀ ಸುದ್ದಿ ಜಾಲ	[1131, 928, 1227, 942]
story4-headline-line2: ಉಡಿ ತುಂಬುವ ಕಾರ್ಯಕ್ರಮ ಜು.1ಕ್ಕೆ	[23, 1288, 396, 1324]
story7-food-photo	[1280, 928, 1490, 1310]
page-number: 6	[1434, 57, 1462, 104]
story7-headline-line1: ಬಡವರ ಹೊಟ್ಟೆ ತುಂಬಿಸುವ	[1144, 829, 1431, 867]
story7-callout	[1280, 1316, 1490, 1568]
inauguration-scene	[409, 292, 1075, 714]
story5-col3: ಮಾಡುವುದಿದೆ. ಸಪ್ತ ಮಾತೃಕೆಯರಿಗೆ ಮತ್ತು ಸಿರಿ ಸಜ್ಜೆಕ ಹಾಲು ತುಪ್ಪ ಹಣ್ಣು ಹಂಪಲು, ತಾಯಿಯ ಕೃಪೆ ಇದ್ದೆ ಸಹಿತ ಬಂದಿತು. ನಂತರ ಎಲ್ಲರೂ ಸೇರಿ ಸಾಮೂಹಿಕ ಭೋಜನ ಸವಿಯುವರು. ಎಲ್ಲರು ಸೇರಿ ಹಾಡು ಕುಣಿತದ ಮೂಲಕ ಸಂಭ್ರಮಿಸುವರು. ಹಬ್ಬದ ಆಚರಣೆಯ ಪರಂಪರೆಯನ್ನು ಮುಂದಿನ ಪೀಳಿಗೆಗೆ ಪರಿಚಯಿಸುವ ಉದ್ದೇಶ ಈ ಆಚರಣೆಯದ್ದಾಗಿದೆ. ಹಬ್ಬದಲ್ಲಿ ಬಂಜಾರ ಸಮುದಾಯದ ಹಿರಿಯರು, ಮಹಿಳೆಯರು ಯುವಕರು ಭಾಗವಹಿಸುವರು ಎಂದು ಪ್ರಕಟಣೆಯಲ್ಲಿ ತಿಳಿಸಿದ್ದಾರೆ. ಅವರ ಕರ್ತವ್ಯದಲ್ಲಿ ಪ್ರಕೃತಿಯಲ್ಲಿರುವ ಪ್ರಾಣಿ ಪಕ್ಷಿಗಳು ದೇವರ ರೂಪದಲ್ಲಿ ಕಾಣುವ ಸಂಸ್ಕೃತಿ ಇದಾಗಿದೆ.	[849, 1018, 1077, 1203]
masthead-date: 29-06-2025 JUNE	[726, 71, 923, 95]
story3-headline-line2: ರಂಭಾಪುರಿ ಜಗದ್ಗುರುಗಳ ಸಂತಾಪ	[23, 865, 356, 901]
story5-inset-label: ಸೀತಲಾ ಹಬ್ಬ	[474, 879, 520, 892]
column-divider-left	[448, 816, 450, 1802]
birthday-event-image	[941, 1908, 1490, 2164]
masthead-paper: ಕನ್ನಡ ಜನಶ್ರೀ / KANNADA JANASHREE	[45, 62, 532, 93]
page-bottom-rule	[23, 2420, 1490, 2421]
story9-byline: ಕನ್ನಡ ಜನಶ್ರೀ ಸುದ್ದಿ ಜಾಲ	[683, 1906, 791, 1921]
story1-col2: ಮನವಿ ಮಾಡಿದರು. ಕವಿವಿ ಕುಲಸಚಿವರಾದ ಪ್ರೊ.ಆರಂಬಿಂದ ಮಾಲಿಪಾಟೀಲ ಮಾತನಾಡಿ...ಪ್ರಸ್ತುತ ಯುವಶ್ವ ಸವಾಲಿನಿಂದ ಕೂಡಿದ್ದು ಪ್ರಮುಖವಾಗಿ ಗಣಿತಾತ್ಮಕ ವಿಷಯಗಳ ವಿಶ್ಲೇಷಣೆಗೆ ಹೊಸ ತಂತ್ರಜ್ಞಾನ ಹೆಚ್ಚು ಪೂರಕವಾಗಿದೆ. ತಂತ್ರಜ್ಞಾನ ಆಧಾರಿತ ಕಲಿಕೆ ಅಗತ್ಯವಾಗಿದೆ ಎಂದ ಅವರು ನೂತನವಾಗಿ ನಿರ್ಮಿಸಿದ ಕಂಪ್ಯೂಟರ್ ಲ್ಯಾಬ್ ಅನ್ನು ಸಮರ್ಪಕ ರೀತಿಯಲ್ಲಿ ಬಳಸಿಕೊಳ್ಳಿ ಎಂದರು. ಗಣಿತಶಾಸ್ತ್ರ ವಿಭಾಗದ	[408, 719, 732, 808]
story5-inset-photo	[458, 877, 605, 970]
school-election-scene	[1085, 125, 1490, 317]
story4-photo	[23, 1339, 442, 1634]
story7-body-top: ಗದಗ ಜಿಲ್ಲೆಯಲ್ಲಿ ಬಡವರ ಹಸಿವು ನೀಗಿಸುವ ಉದ್ದೇಶದಿಂದ ಪ್ರಾರಂಭಿಸಲಾದ ಇಂದಿರಾ ಕ್ಯಾಂಟೀನ್ ಉತ್ತಮ ಗುಣಮಟ್ಟದ ಆಹಾರ ನೀಡುತ್ತಿದ್ದು ಜನಸಾಮಾನ್ಯರ ಮೆಚ್ಚುಗೆ ಪಡೆದಿದೆ. ಬೆಳಗ್ಗೆ ಕೇವಲ 5/- ದರದಲ್ಲಿ ಉಪಹಾರ, ಮಧ್ಯಾಹ್ನ ಹಾಗೂ ರಾತ್ರಿ 10/- ದರದಲ್ಲಿ ಊಟ ನೀಡಲಾಗುತ್ತಿದೆ. ಕೂಲಿ ಕಾರ್ಮಿಕರು, ವಿದ್ಯಾರ್ಥಿಗಳು, ಬಡವರು ಹಾಗೂ ದೂರದ ಊರುಗಳಿಂದ ಬರುವ ಜನರಿಗೆ ಇದು ಅನುಕೂಲವಾಗಿದೆ. ಪ್ರತಿದಿನ ನೂರಾರು ಜನರು ಇಲ್ಲಿ ಊಟ ಸವಿಯುತ್ತಿದ್ದಾರೆ. ಶುಚಿತ್ವ ಹಾಗೂ ರುಚಿಕರ ಆಹಾರಕ್ಕೆ ಆದ್ಯತೆ ನೀಡಲಾಗುತ್ತಿದೆ. ಇಲ್ಲಿನ ಸಿಬ್ಬಂದಿ ಸಮಯಕ್ಕೆ ಸರಿಯಾಗಿ ಆಹಾರ ನೀಡುತ್ತಿದ್ದಾರೆ. ಸರ್ಕಾರದ ಈ ಯೋಜನೆ ಬಡವರ ಪಾಲಿಗೆ ವರದಾನವಾಗಿದೆ ಎಂದು ಫಲಾನುಭವಿಗಳು ತಿಳಿಸಿದ್ದಾರೆ. ಅದರಲ್ಲೂ ಪಟ್ಟಣಕ್ಕೆ ವಿದ್ಯಾಭ್ಯಾಸ ಮಾಡಲು ಬಂದಂತಹ ನರ್ಸಿಂಗ್ ವಿದ್ಯಾರ್ಥಿನಿಯರು ಹಾಗೂ ಸ್ಥಳೀಯ ಡಿಪ್ಲೊಮಾ ವಿದ್ಯಾರ್ಥಿಗಳು, ಶಾಲಾ-ಕಾಲೇಜಿನ ವಿದ್ಯಾರ್ಥಿಗಳು ಹಾಗೂ ಸ್ಥಳೀಯರು ಹಾಗೂ ವಿವಿಧ ಇಲಾಖೆಗಳ ಸಿಬ್ಬಂದಿಗಳು ಇಂದಿರಾ ಕ್ಯಾಂಟೀನ್ ಸ್ಥಾಪನೆಯಿಂದ ಹೆಚ್ಚು ಅನುಕೂಲ ಪಡೆದುಕೊಳ್ಳುತ್ತಿದ್ದಾರೆ. ಸರ್ಕಾರದ ಈ ಮಹತ್ವದ ಕಾರ್ಯಕ್ಕೆ ಸಾರ್ವಜನಿಕರಿಂದ ಉತ್ತಮ ಅಭಿಪ್ರಾಯವಾಗಿದೆ.	[1086, 950, 1272, 1360]
